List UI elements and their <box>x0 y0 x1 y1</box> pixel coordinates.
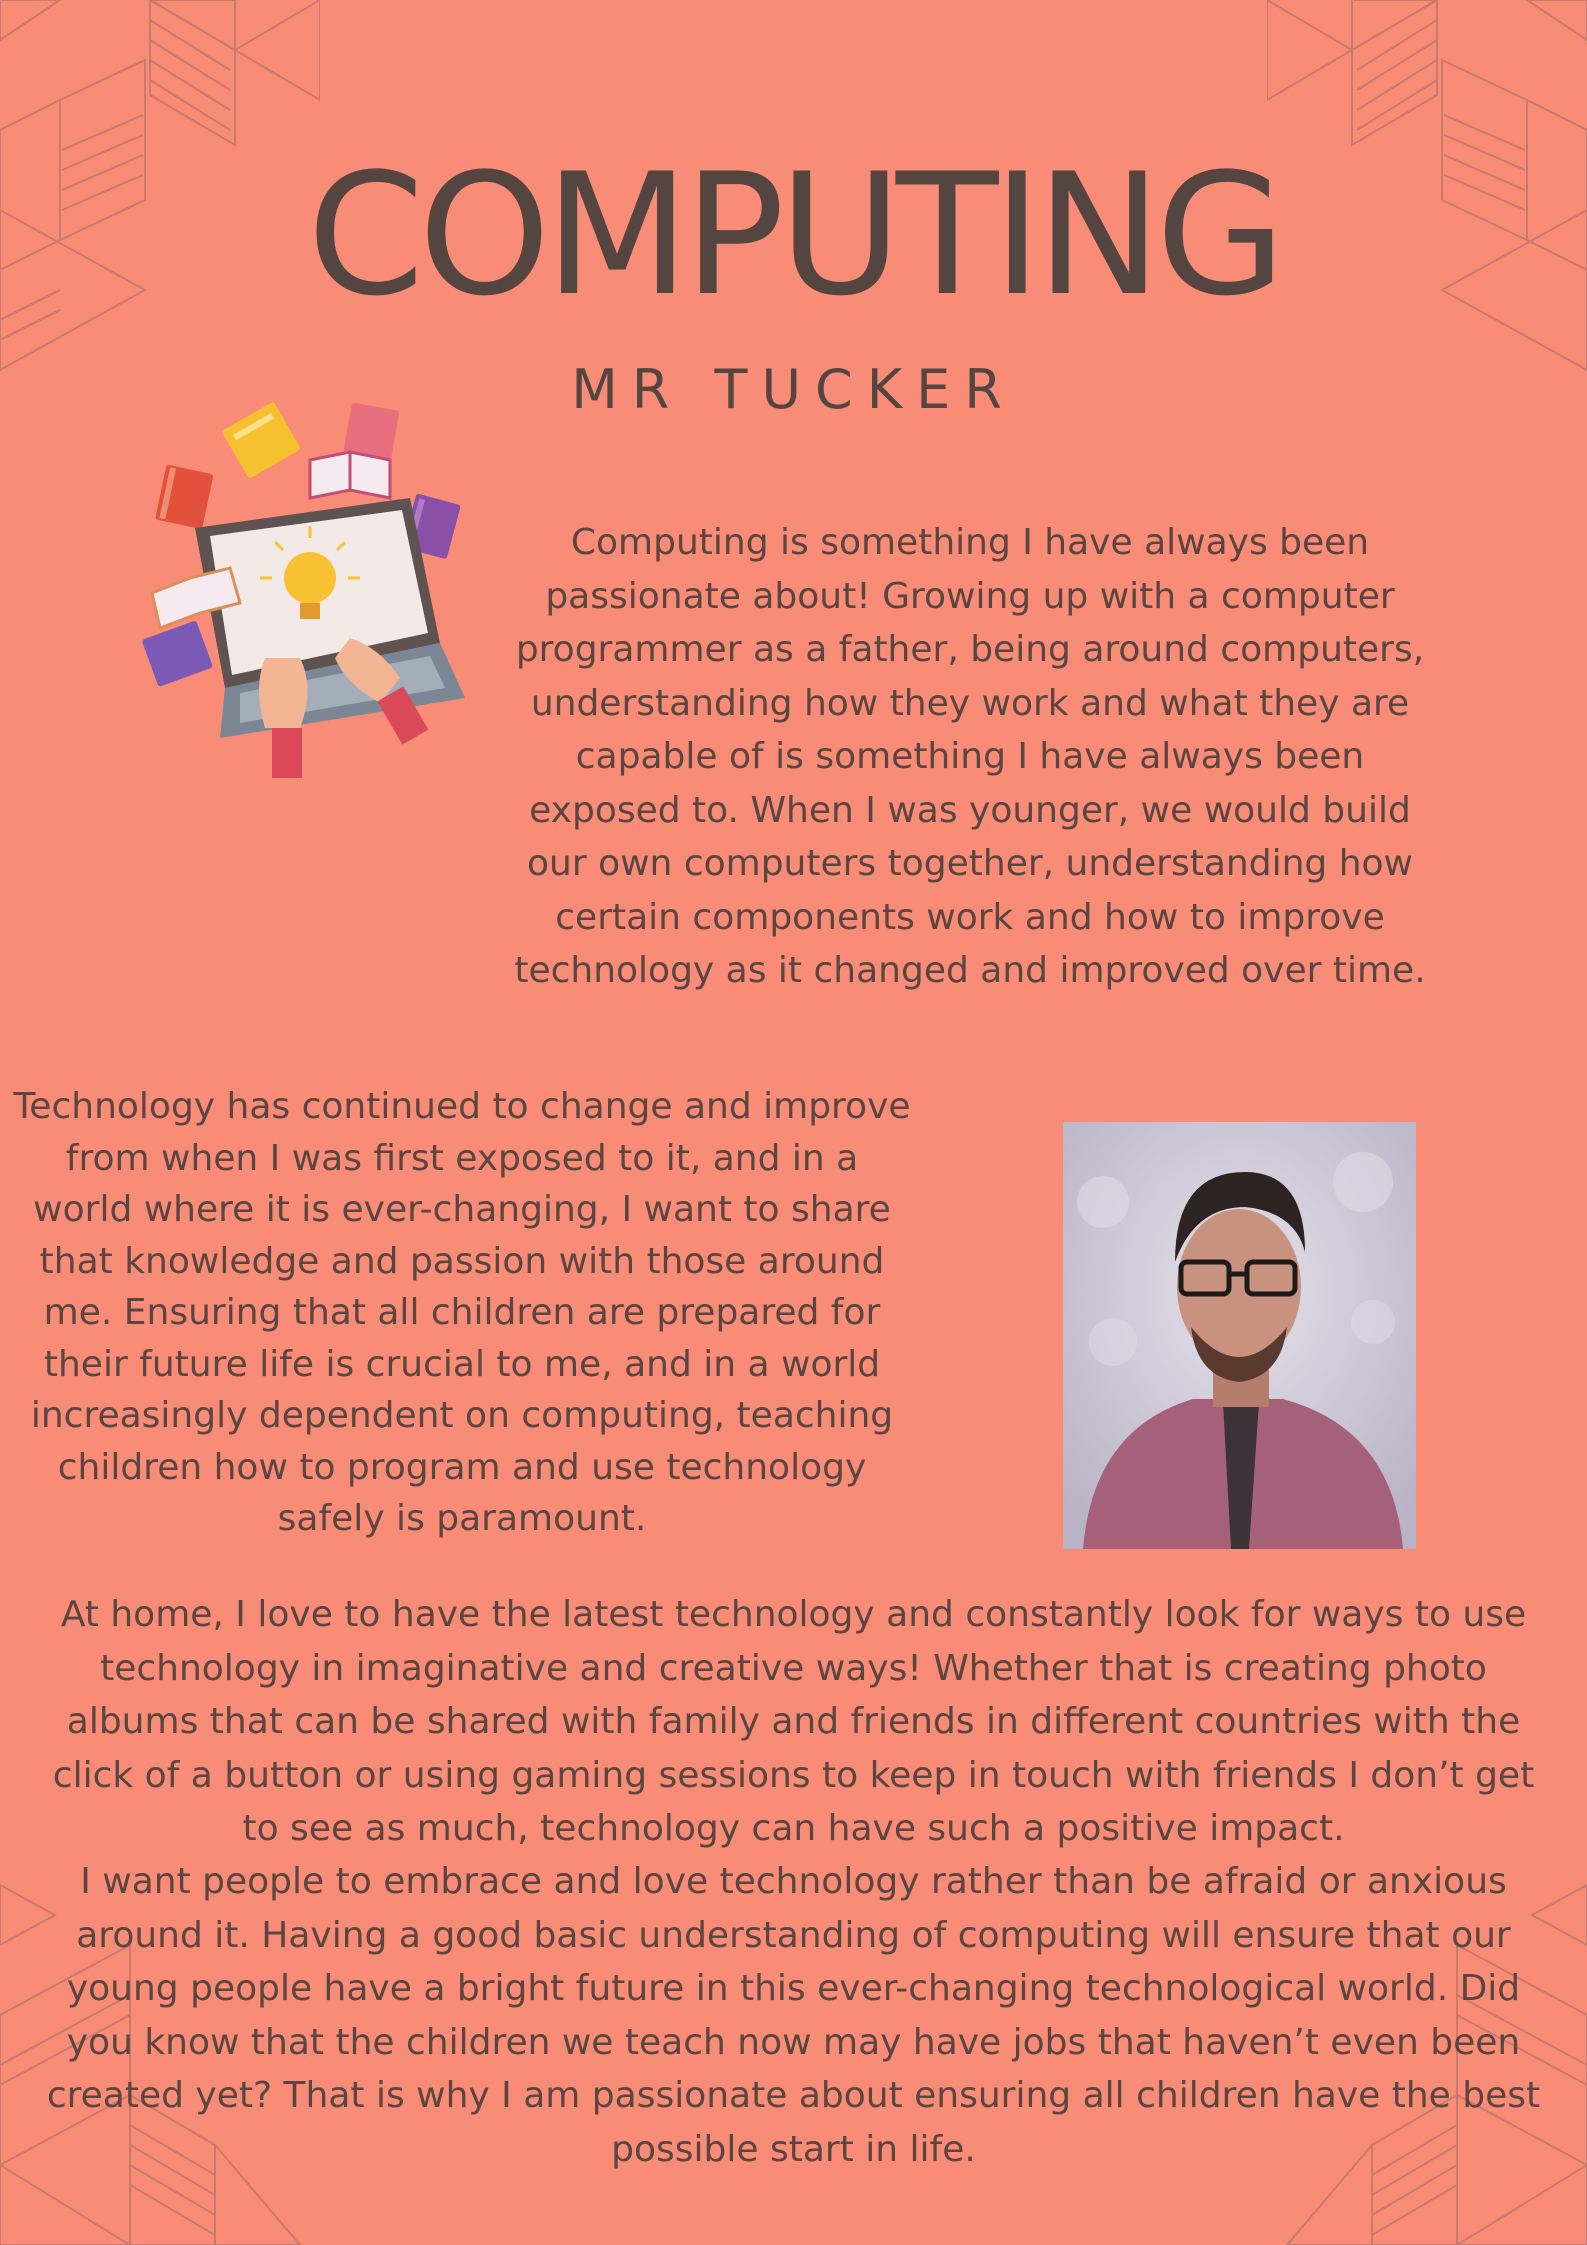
laptop-with-books-illustration <box>140 398 480 798</box>
intro-paragraph: Computing is something I have always been passionate about! Growing up with a computer programmer as a father, being around computers, understanding how they work and what they are capable of is something I have always been exposed to. When I was younger, we would build our own computers together, understanding how certain components work and how to improve technology as it changed and improved over time. <box>514 522 1426 991</box>
future-paragraph: I want people to embrace and love technology rather than be afraid or anxious around it. Having a good basic understanding of computing will ensure that our young people have a bright future in this ever-changing technological world. Did you know that the children we teach now may have jobs that haven’t even been created yet? That is why I am passionate about ensuring all children have the best possible start in life. <box>46 1861 1541 2170</box>
open-book-icon <box>310 452 390 498</box>
book-violet-icon <box>142 620 214 687</box>
page-title: COMPUTING <box>307 137 1280 333</box>
home-paragraph: At home, I love to have the latest technology and constantly look for ways to use technology in imaginative and creative ways! Whether that is creating photo albums that can be shared with family and friends in different countries with the click of a button or using gaming sessions to keep in touch with friends I don’t get to see as much, technology can have such a positive impact. <box>52 1594 1535 1849</box>
teacher-portrait-photo <box>1063 1122 1416 1549</box>
teaching-paragraph: Technology has continued to change and improve from when I was first exposed to it, and in a world where it is ever-changing, I want to share that knowledge and passion with those around me. Ensuring that all children are prepared for their future life is crucial to me, and in a world increasingly dependent on computing, teaching children how to program and use technology safely is paramount. <box>13 1086 911 1539</box>
book-yellow-icon <box>222 401 301 479</box>
book-red-icon <box>155 464 214 529</box>
page-subtitle: MR TUCKER <box>571 358 1016 421</box>
